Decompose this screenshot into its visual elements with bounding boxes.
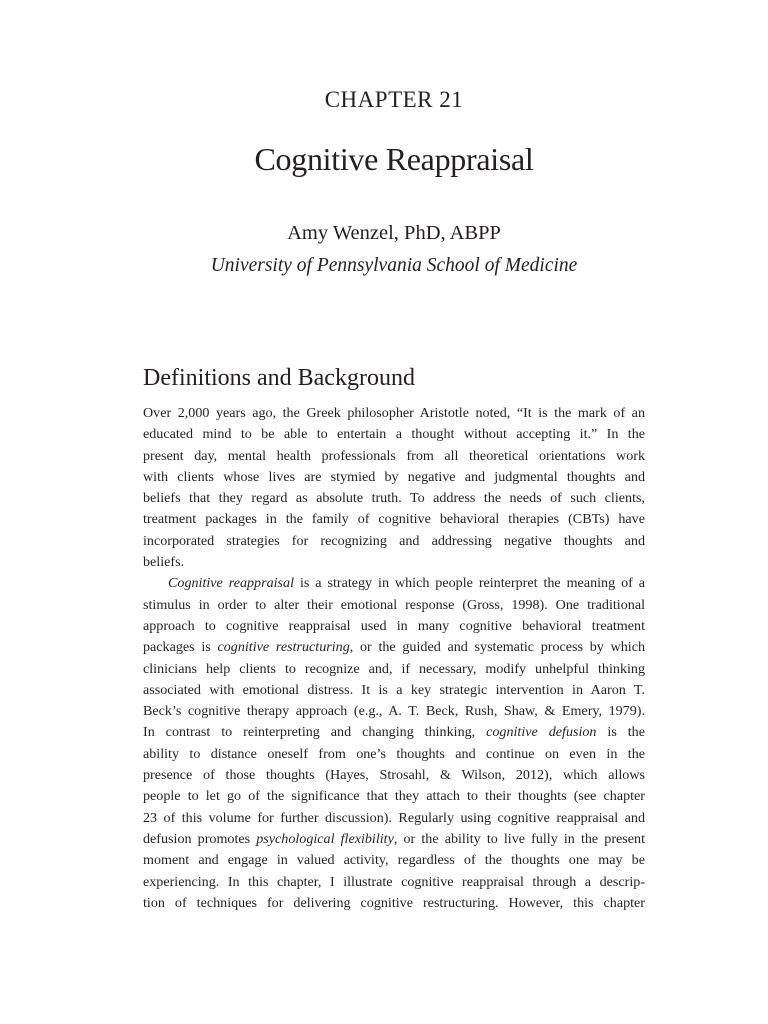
section-heading: Definitions and Background xyxy=(143,365,415,391)
text-segment: presence of those thoughts (Hayes, Strosahl, & Wilson, 2012), which allows xyxy=(143,767,645,784)
text-line xyxy=(143,531,645,552)
text-line xyxy=(143,424,645,445)
text-line xyxy=(143,744,645,765)
text-line xyxy=(143,403,645,424)
text-line xyxy=(143,829,645,850)
italic-term: psychological flexibility xyxy=(256,830,394,847)
text-segment: approach to cognitive reappraisal used in many cognitive behavioral treatment xyxy=(143,617,645,634)
text-line xyxy=(143,872,645,893)
text-segment: packages is xyxy=(143,639,218,656)
text-line xyxy=(143,808,645,829)
text-segment: clinicians help clients to recognize and, if necessary, modify unhelpful thinking xyxy=(143,660,645,677)
text-segment: Beck’s cognitive therapy approach (e.g., A. T. Beck, Rush, Shaw, & Emery, 1979). xyxy=(143,703,645,720)
text-line xyxy=(143,552,645,573)
italic-term: Cognitive reappraisal xyxy=(168,575,294,592)
text-segment: is a strategy in which people reinterpret the meaning of a xyxy=(294,575,646,592)
text-segment: moment and engage in valued activity, regardless of the thoughts one may be xyxy=(143,852,645,869)
text-segment: Over 2,000 years ago, the Greek philosopher Aristotle noted, “It is the mark of an xyxy=(143,405,645,421)
chapter-title: Cognitive Reappraisal xyxy=(254,141,534,177)
text-segment: experiencing. In this chapter, I illustrate cognitive reappraisal through a descrip- xyxy=(143,873,645,890)
text-line xyxy=(143,659,645,680)
italic-term: cognitive restructuring xyxy=(217,639,350,656)
text-line xyxy=(143,850,645,871)
text-segment: beliefs that they regard as absolute truth. To address the needs of such clients, xyxy=(143,490,645,507)
text-segment: associated with emotional distress. It is a key strategic intervention in Aaron T. xyxy=(143,681,645,698)
chapter-label: CHAPTER 21 xyxy=(324,87,464,112)
text-segment: , or the ability to live fully in the present xyxy=(393,830,645,847)
text-line xyxy=(143,722,645,743)
text-line xyxy=(143,467,645,488)
author-name: Amy Wenzel, PhD, ABPP xyxy=(287,222,501,244)
text-segment: with clients whose lives are stymied by negative and judgmental thoughts and xyxy=(143,468,645,485)
text-segment: is the xyxy=(596,724,645,741)
text-line xyxy=(143,765,645,786)
text-segment: beliefs. xyxy=(143,554,185,571)
text-line xyxy=(143,446,645,467)
text-line xyxy=(143,509,645,530)
text-line xyxy=(143,616,645,637)
text-segment: treatment packages in the family of cognitive behavioral therapies (CBTs) have xyxy=(143,511,645,528)
text-segment: stimulus in order to alter their emotional response (Gross, 1998). One traditional xyxy=(143,596,645,613)
text-line xyxy=(143,786,645,807)
text-line xyxy=(143,701,645,722)
author-affiliation: University of Pennsylvania School of Medicine xyxy=(210,255,578,276)
italic-term: cognitive defusion xyxy=(486,724,597,741)
text-segment: , or the guided and systematic process by which xyxy=(349,639,645,656)
text-segment: tion of techniques for delivering cognitive restructuring. However, this chapter xyxy=(143,894,645,911)
body-text xyxy=(143,403,645,914)
text-segment: incorporated strategies for recognizing and addressing negative thoughts and xyxy=(143,532,645,549)
text-segment: educated mind to be able to entertain a thought without accepting it.” In the xyxy=(143,426,645,443)
text-segment: people to let go of the significance that they attach to their thoughts (see chapter xyxy=(143,788,645,805)
text-segment: 23 of this volume for further discussion). Regularly using cognitive reappraisal and xyxy=(143,809,645,826)
text-line xyxy=(143,488,645,509)
text-segment: present day, mental health professionals from all theoretical orientations work xyxy=(143,447,645,464)
text-segment: In contrast to reinterpreting and changing thinking, xyxy=(143,724,487,741)
text-line xyxy=(143,680,645,701)
text-segment: ability to distance oneself from one’s thoughts and continue on even in the xyxy=(143,745,645,762)
text-line xyxy=(143,637,645,658)
text-line xyxy=(143,595,645,616)
text-line xyxy=(143,573,645,594)
text-segment: defusion promotes xyxy=(143,830,257,847)
text-line xyxy=(143,893,645,914)
